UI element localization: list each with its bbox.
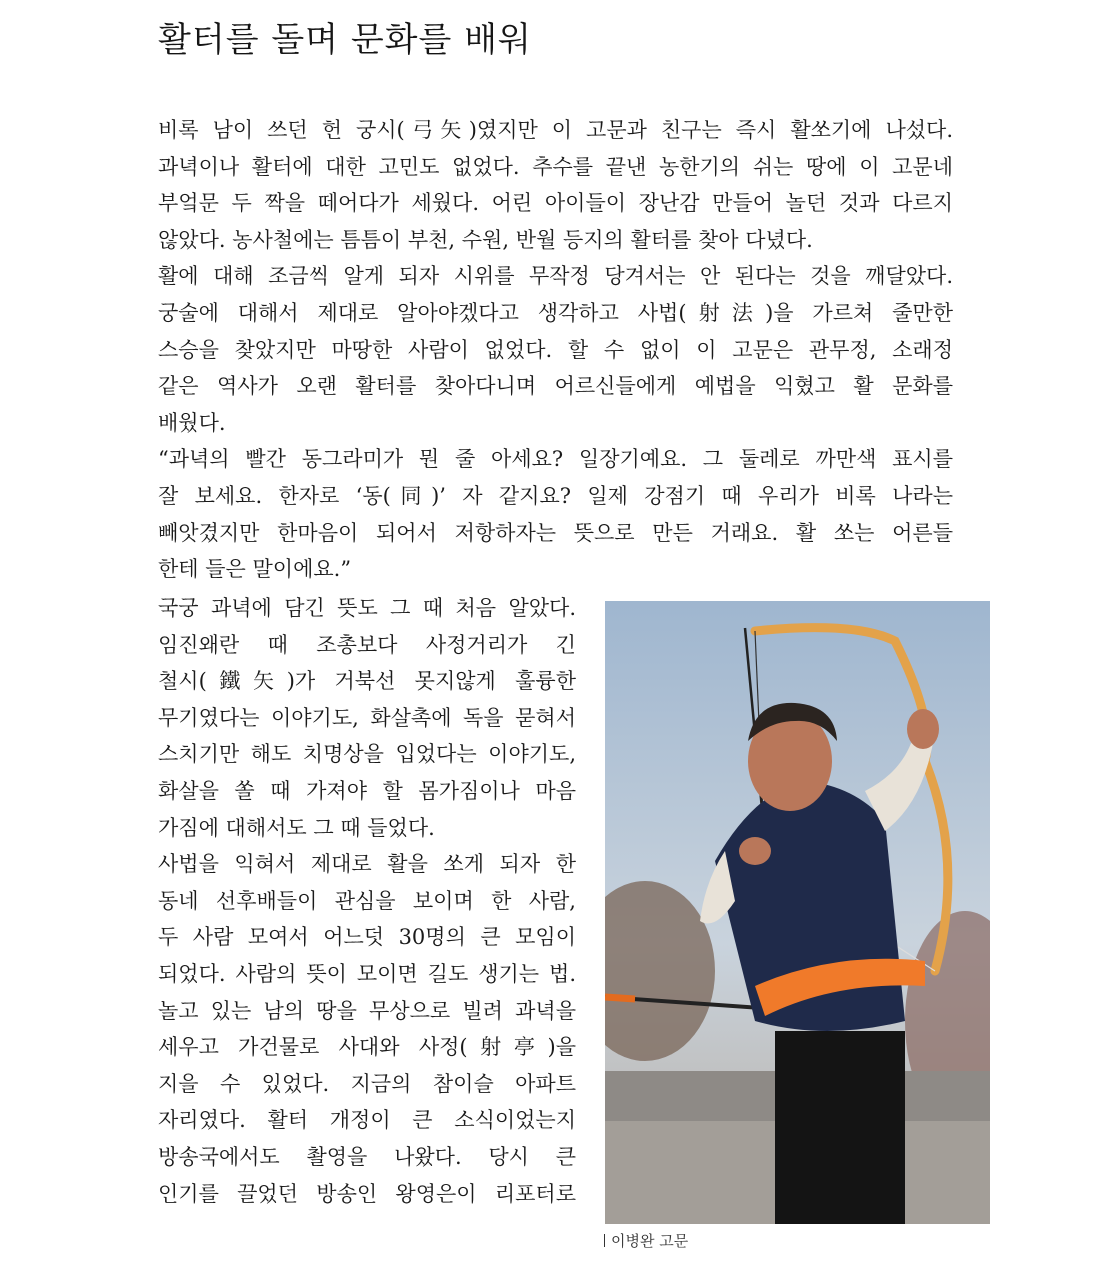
text-line: 세우고 가건물로 사대와 사정(射亭)을 — [158, 1035, 576, 1060]
text-line: 국궁 과녁에 담긴 뜻도 그 때 처음 알았다. — [158, 596, 576, 620]
text-line: 철시(鐵矢)가 거북선 못지않게 훌륭한 — [158, 669, 576, 694]
caption-text: 이병완 고문 — [611, 1232, 689, 1250]
text-line: 동네 선후배들이 관심을 보이며 한 사람, — [158, 888, 576, 913]
text-line: 빼앗겼지만 한마음이 되어서 저항하자는 뜻으로 만든 거래요. 활 쏘는 어른들 — [158, 520, 953, 545]
caption-divider — [604, 1234, 605, 1247]
text-line: 활에 대해 조금씩 알게 되자 시위를 무작정 당겨서는 안 된다는 것을 깨달았다. — [158, 264, 953, 289]
text-line: 임진왜란 때 조총보다 사정거리가 긴 — [158, 632, 576, 657]
text-line: 스승을 찾았지만 마땅한 사람이 없었다. 할 수 없이 이 고문은 관무정, 소래정 — [158, 337, 953, 362]
text-line: 무기였다는 이야기도, 화살촉에 독을 묻혀서 — [158, 705, 576, 730]
text-line: 궁술에 대해서 제대로 알아야겠다고 생각하고 사법(射法)을 가르쳐 줄만한 — [158, 300, 953, 325]
text-line: 자리였다. 활터 개정이 큰 소식이었는지 — [158, 1108, 576, 1133]
text-line: 인기를 끌었던 방송인 왕영은이 리포터로 — [158, 1181, 576, 1206]
page-title: 활터를 돌며 문화를 배워 — [158, 20, 532, 60]
text-line: 두 사람 모여서 어느덧 30명의 큰 모임이 — [158, 925, 576, 950]
text-line: 스치기만 해도 치명상을 입었다는 이야기도, — [158, 742, 576, 767]
text-line: 않았다. 농사철에는 틈틈이 부천, 수원, 반월 등지의 활터를 찾아 다녔다. — [158, 227, 813, 252]
archer-photo — [605, 601, 990, 1224]
text-line: 비록 남이 쓰던 헌 궁시(弓矢)였지만 이 고문과 친구는 즉시 활쏘기에 나섰다. — [158, 118, 953, 142]
text-line: 놀고 있는 남의 땅을 무상으로 빌려 과녁을 — [158, 998, 576, 1023]
text-line: 사법을 익혀서 제대로 활을 쏘게 되자 한 — [158, 852, 576, 877]
text-line: 배웠다. — [158, 410, 226, 435]
photo-caption — [604, 1230, 688, 1251]
text-line: 과녁이나 활터에 대한 고민도 없었다. 추수를 끝낸 농한기의 쉬는 땅에 이 고문네 — [158, 154, 953, 179]
text-line: 같은 역사가 오랜 활터를 찾아다니며 어르신들에게 예법을 익혔고 활 문화를 — [158, 374, 953, 399]
text-line: 한테 들은 말이에요.” — [158, 557, 352, 582]
text-line: 되었다. 사람의 뜻이 모이면 길도 생기는 법. — [158, 961, 576, 986]
text-line: 잘 보세요. 한자로 ‘동(同)’ 자 같지요? 일제 강점기 때 우리가 비록 나라는 — [158, 483, 953, 508]
intro-paragraphs — [158, 112, 953, 588]
text-line: 지을 수 있었다. 지금의 참이슬 아파트 — [158, 1071, 576, 1096]
text-line: 화살을 쏠 때 가져야 할 몸가짐이나 마음 — [158, 778, 576, 803]
text-line: 부엌문 두 짝을 떼어다가 세웠다. 어린 아이들이 장난감 만들어 놀던 것과 다르지 — [158, 191, 953, 216]
text-line: 방송국에서도 촬영을 나왔다. 당시 큰 — [158, 1144, 576, 1169]
column-paragraphs — [158, 590, 576, 1212]
text-line: “과녁의 빨간 동그라미가 뭔 줄 아세요? 일장기예요. 그 둘레로 까만색 표시를 — [158, 447, 953, 472]
text-line: 가짐에 대해서도 그 때 들었다. — [158, 815, 435, 840]
